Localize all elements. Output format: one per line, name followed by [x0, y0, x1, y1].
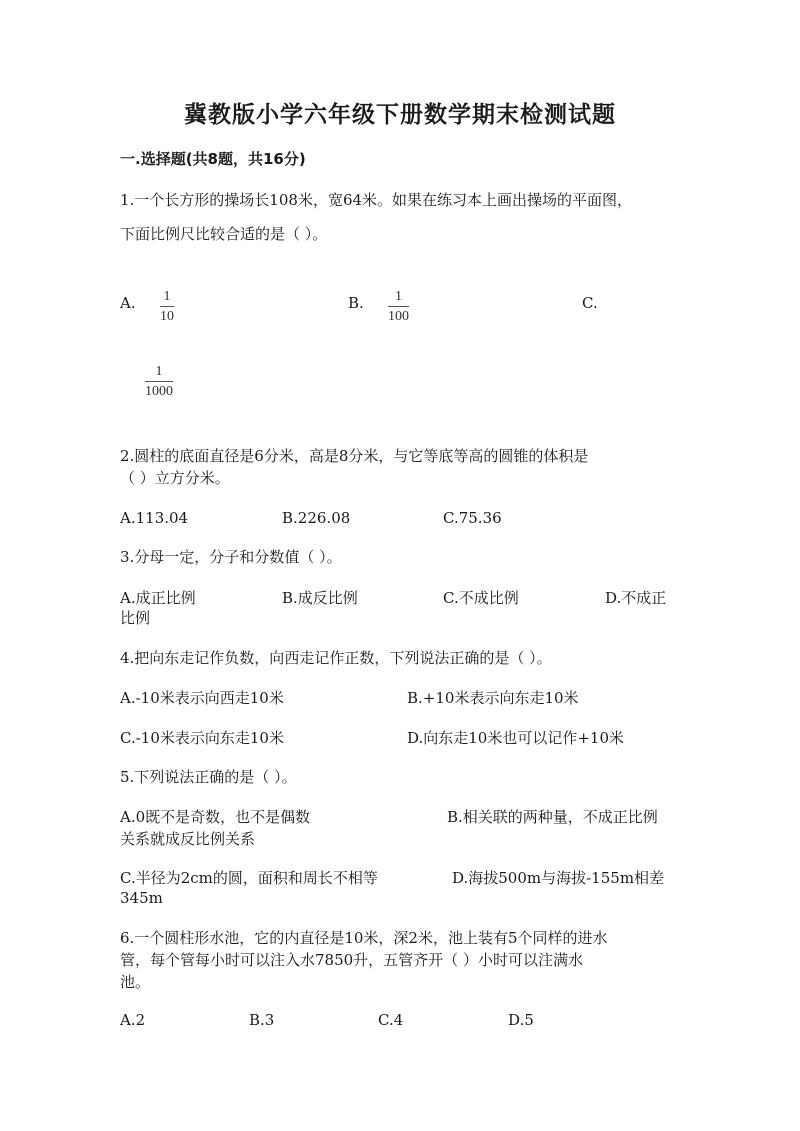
question-3-line-1: 3.分母一定，分子和分数值（ ）。 [120, 548, 342, 566]
q1-option-b-numerator: 1 [395, 289, 402, 304]
q3-option-a: A.成正比例 [120, 589, 196, 607]
q1-option-b-denominator: 100 [388, 309, 409, 324]
q3-option-b: B.成反比例 [282, 589, 358, 607]
page-title: 冀教版小学六年级下册数学期末检测试题 [184, 102, 616, 128]
q2-option-a: A.113.04 [120, 509, 189, 527]
question-6-line-3: 池。 [120, 973, 151, 991]
q1-option-c-fraction [145, 364, 173, 399]
question-1-line-1: 1.一个长方形的操场长108米，宽64米。如果在练习本上画出操场的平面图， [120, 191, 633, 209]
q6-option-a: A.2 [120, 1011, 146, 1029]
q5-option-d-continued: 345m [120, 889, 163, 907]
q1-option-a-denominator: 10 [160, 309, 174, 324]
question-6-line-2: 管，每个管每小时可以注入水7850升，五管齐开（ ）小时可以注满水 [120, 951, 583, 969]
q1-option-c-denominator: 1000 [145, 384, 173, 399]
q1-option-c-numerator: 1 [155, 364, 163, 379]
q2-option-b: B.226.08 [282, 509, 351, 527]
q4-option-a: A.-10米表示向西走10米 [120, 689, 284, 707]
q6-option-c: C.4 [378, 1011, 404, 1029]
question-2-line-2: （ ）立方分米。 [120, 469, 230, 487]
q1-option-b-fraction [388, 289, 409, 324]
question-6-line-1: 6.一个圆柱形水池，它的内直径是10米，深2米，池上装有5个同样的进水 [120, 929, 608, 947]
q1-option-c-label: C. [582, 294, 598, 312]
q3-option-c: C.不成比例 [443, 589, 519, 607]
q4-option-b: B.+10米表示向东走10米 [407, 689, 579, 707]
fraction-bar [145, 381, 173, 382]
fraction-bar [160, 306, 174, 307]
q6-option-d: D.5 [508, 1011, 534, 1029]
q5-option-b: B.相关联的两种量，不成正比例 [447, 808, 658, 826]
q5-option-b-continued: 关系就成反比例关系 [120, 830, 256, 848]
q1-option-a-numerator: 1 [163, 289, 171, 304]
q1-option-a-label: A. [120, 294, 136, 312]
question-1-line-2: 下面比例尺比较合适的是（ ）。 [120, 225, 328, 243]
q2-option-c: C.75.36 [443, 509, 502, 527]
q5-option-d: D.海拔500m与海拔-155m相差 [452, 869, 665, 887]
q4-option-c: C.-10米表示向东走10米 [120, 729, 284, 747]
q3-option-d-continued: 比例 [120, 609, 151, 627]
q1-option-b-label: B. [348, 294, 364, 312]
fraction-bar [388, 306, 409, 307]
q5-option-a: A.0既不是奇数，也不是偶数 [120, 808, 311, 826]
q3-option-d: D.不成正 [605, 589, 667, 607]
q5-option-c: C.半径为2cm的圆，面积和周长不相等 [120, 869, 378, 887]
question-5-line-1: 5.下列说法正确的是（ ）。 [120, 768, 297, 786]
q6-option-b: B.3 [249, 1011, 275, 1029]
section-heading: 一.选择题(共8题，共16分) [120, 150, 306, 168]
question-2-line-1: 2.圆柱的底面直径是6分米，高是8分米，与它等底等高的圆锥的体积是 [120, 447, 589, 465]
question-4-line-1: 4.把向东走记作负数，向西走记作正数，下列说法正确的是（ ）。 [120, 649, 552, 667]
q1-option-a-fraction [160, 289, 174, 324]
q4-option-d: D.向东走10米也可以记作+10米 [407, 729, 625, 747]
